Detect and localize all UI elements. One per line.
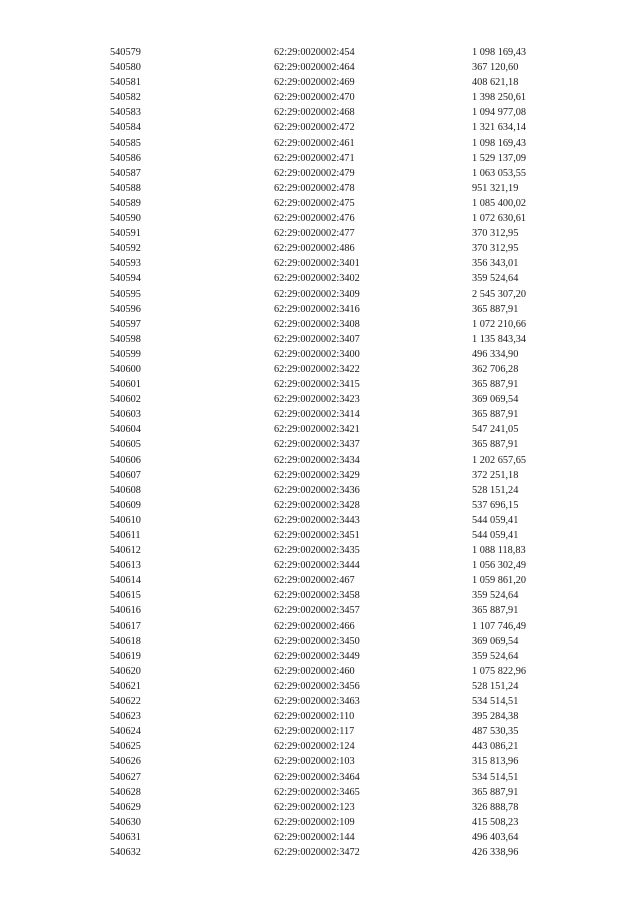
table-row xyxy=(110,302,562,317)
row-number-cell: 540601 xyxy=(110,379,141,391)
table-row xyxy=(110,558,562,573)
cadastral-number-cell: 62:29:0020002:3449 xyxy=(274,650,360,662)
cadastral-number-cell: 62:29:0020002:486 xyxy=(274,243,355,255)
cadastral-value-cell: 315 813,96 xyxy=(472,756,519,768)
cadastral-value-cell: 528 151,24 xyxy=(472,680,519,692)
cadastral-value-cell: 1 072 630,61 xyxy=(472,213,527,225)
cadastral-value-cell: 1 063 053,55 xyxy=(472,167,527,179)
row-number-cell: 540580 xyxy=(110,62,141,74)
table-row xyxy=(110,770,562,785)
row-number-cell: 540624 xyxy=(110,726,141,738)
cadastral-value-cell: 1 075 822,96 xyxy=(472,665,527,677)
row-number-cell: 540599 xyxy=(110,348,141,360)
cadastral-number-cell: 62:29:0020002:469 xyxy=(274,77,355,89)
row-number-cell: 540623 xyxy=(110,711,141,723)
row-number-cell: 540583 xyxy=(110,107,141,119)
table-row xyxy=(110,256,562,271)
table-row xyxy=(110,483,562,498)
row-number-cell: 540620 xyxy=(110,665,141,677)
row-number-cell: 540604 xyxy=(110,424,141,436)
row-number-cell: 540613 xyxy=(110,560,141,572)
cadastral-number-cell: 62:29:0020002:3416 xyxy=(274,303,360,315)
row-number-cell: 540612 xyxy=(110,545,141,557)
cadastral-value-cell: 369 069,54 xyxy=(472,635,519,647)
cadastral-value-cell: 362 706,28 xyxy=(472,363,519,375)
row-number-cell: 540605 xyxy=(110,439,141,451)
cadastral-value-cell: 1 529 137,09 xyxy=(472,152,527,164)
cadastral-number-cell: 62:29:0020002:461 xyxy=(274,137,355,149)
cadastral-number-cell: 62:29:0020002:466 xyxy=(274,620,355,632)
row-number-cell: 540609 xyxy=(110,499,141,511)
cadastral-number-cell: 62:29:0020002:3414 xyxy=(274,409,360,421)
row-number-cell: 540610 xyxy=(110,514,141,526)
cadastral-number-cell: 62:29:0020002:454 xyxy=(274,47,355,58)
cadastral-number-cell: 62:29:0020002:470 xyxy=(274,92,355,104)
row-number-cell: 540603 xyxy=(110,409,141,421)
table-row xyxy=(110,151,562,166)
cadastral-value-table xyxy=(110,45,562,860)
cadastral-number-cell: 62:29:0020002:3456 xyxy=(274,680,360,692)
table-row xyxy=(110,588,562,603)
cadastral-value-cell: 365 887,91 xyxy=(472,786,519,798)
cadastral-value-cell: 496 334,90 xyxy=(472,348,519,360)
cadastral-value-cell: 370 312,95 xyxy=(472,243,519,255)
cadastral-number-cell: 62:29:0020002:464 xyxy=(274,62,355,74)
cadastral-number-cell: 62:29:0020002:3415 xyxy=(274,379,360,391)
row-number-cell: 540590 xyxy=(110,213,141,225)
table-row xyxy=(110,317,562,332)
table-row xyxy=(110,528,562,543)
cadastral-number-cell: 62:29:0020002:109 xyxy=(274,816,355,828)
table-row xyxy=(110,649,562,664)
cadastral-number-cell: 62:29:0020002:479 xyxy=(274,167,355,179)
row-number-cell: 540614 xyxy=(110,575,141,587)
cadastral-number-cell: 62:29:0020002:3435 xyxy=(274,545,360,557)
cadastral-value-cell: 365 887,91 xyxy=(472,303,519,315)
row-number-cell: 540611 xyxy=(110,530,141,541)
table-row xyxy=(110,362,562,377)
row-number-cell: 540627 xyxy=(110,771,141,783)
cadastral-value-cell: 1 072 210,66 xyxy=(472,318,527,330)
cadastral-value-cell: 1 098 169,43 xyxy=(472,137,527,149)
cadastral-number-cell: 62:29:0020002:3457 xyxy=(274,605,360,617)
cadastral-number-cell: 62:29:0020002:103 xyxy=(274,756,355,768)
table-row xyxy=(110,724,562,739)
table-row xyxy=(110,453,562,468)
table-row xyxy=(110,181,562,196)
table-row xyxy=(110,332,562,347)
cadastral-number-cell: 62:29:0020002:124 xyxy=(274,741,355,753)
cadastral-value-cell: 1 098 169,43 xyxy=(472,47,527,58)
cadastral-value-cell: 367 120,60 xyxy=(472,62,519,74)
row-number-cell: 540631 xyxy=(110,831,141,843)
table-row xyxy=(110,211,562,226)
row-number-cell: 540630 xyxy=(110,816,141,828)
cadastral-number-cell: 62:29:0020002:3423 xyxy=(274,394,360,406)
cadastral-value-cell: 365 887,91 xyxy=(472,379,519,391)
table-row xyxy=(110,120,562,135)
cadastral-value-cell: 326 888,78 xyxy=(472,801,519,813)
cadastral-value-cell: 1 059 861,20 xyxy=(472,575,527,587)
table-row xyxy=(110,634,562,649)
cadastral-value-cell: 534 514,51 xyxy=(472,696,519,708)
cadastral-number-cell: 62:29:0020002:3464 xyxy=(274,771,360,783)
row-number-cell: 540586 xyxy=(110,152,141,164)
row-number-cell: 540632 xyxy=(110,846,141,858)
row-number-cell: 540628 xyxy=(110,786,141,798)
cadastral-number-cell: 62:29:0020002:3458 xyxy=(274,590,360,602)
cadastral-number-cell: 62:29:0020002:478 xyxy=(274,182,355,194)
table-row xyxy=(110,619,562,634)
table-row xyxy=(110,136,562,151)
row-number-cell: 540618 xyxy=(110,635,141,647)
cadastral-number-cell: 62:29:0020002:3409 xyxy=(274,288,360,300)
cadastral-number-cell: 62:29:0020002:467 xyxy=(274,575,355,587)
cadastral-number-cell: 62:29:0020002:3402 xyxy=(274,273,360,285)
table-row xyxy=(110,513,562,528)
cadastral-value-cell: 528 151,24 xyxy=(472,484,519,496)
table-row xyxy=(110,498,562,513)
cadastral-number-cell: 62:29:0020002:472 xyxy=(274,122,355,134)
cadastral-number-cell: 62:29:0020002:123 xyxy=(274,801,355,813)
cadastral-number-cell: 62:29:0020002:468 xyxy=(274,107,355,119)
cadastral-number-cell: 62:29:0020002:3465 xyxy=(274,786,360,798)
cadastral-number-cell: 62:29:0020002:117 xyxy=(274,726,355,738)
row-number-cell: 540598 xyxy=(110,333,141,345)
cadastral-number-cell: 62:29:0020002:3428 xyxy=(274,499,360,511)
cadastral-number-cell: 62:29:0020002:3444 xyxy=(274,560,360,572)
cadastral-value-cell: 1 094 977,08 xyxy=(472,107,527,119)
cadastral-number-cell: 62:29:0020002:3463 xyxy=(274,696,360,708)
table-row xyxy=(110,694,562,709)
table-row xyxy=(110,196,562,211)
cadastral-value-cell: 496 403,64 xyxy=(472,831,519,843)
row-number-cell: 540608 xyxy=(110,484,141,496)
cadastral-value-cell: 951 321,19 xyxy=(472,182,519,194)
row-number-cell: 540616 xyxy=(110,605,141,617)
row-number-cell: 540588 xyxy=(110,182,141,194)
cadastral-number-cell: 62:29:0020002:3443 xyxy=(274,514,360,526)
cadastral-value-cell: 534 514,51 xyxy=(472,771,519,783)
cadastral-value-cell: 1 135 843,34 xyxy=(472,333,527,345)
table-row xyxy=(110,664,562,679)
table-row xyxy=(110,573,562,588)
cadastral-value-cell: 443 086,21 xyxy=(472,741,519,753)
cadastral-number-cell: 62:29:0020002:3429 xyxy=(274,469,360,481)
row-number-cell: 540622 xyxy=(110,696,141,708)
cadastral-number-cell: 62:29:0020002:110 xyxy=(274,711,355,723)
row-number-cell: 540615 xyxy=(110,590,141,602)
table-row xyxy=(110,45,562,60)
cadastral-number-cell: 62:29:0020002:460 xyxy=(274,665,355,677)
table-row xyxy=(110,815,562,830)
cadastral-value-cell: 365 887,91 xyxy=(472,605,519,617)
cadastral-value-cell: 365 887,91 xyxy=(472,439,519,451)
row-number-cell: 540625 xyxy=(110,741,141,753)
cadastral-value-cell: 547 241,05 xyxy=(472,424,519,436)
table-row xyxy=(110,407,562,422)
cadastral-value-cell: 544 059,41 xyxy=(472,530,519,541)
cadastral-value-cell: 1 202 657,65 xyxy=(472,454,527,466)
cadastral-value-cell: 408 621,18 xyxy=(472,77,519,89)
table-row xyxy=(110,739,562,754)
cadastral-number-cell: 62:29:0020002:3407 xyxy=(274,333,360,345)
table-row xyxy=(110,830,562,845)
table-row xyxy=(110,422,562,437)
row-number-cell: 540579 xyxy=(110,47,141,58)
cadastral-number-cell: 62:29:0020002:3422 xyxy=(274,363,360,375)
table-row xyxy=(110,377,562,392)
cadastral-number-cell: 62:29:0020002:475 xyxy=(274,197,355,209)
table-row xyxy=(110,543,562,558)
table-row xyxy=(110,241,562,256)
cadastral-number-cell: 62:29:0020002:3421 xyxy=(274,424,360,436)
cadastral-number-cell: 62:29:0020002:3450 xyxy=(274,635,360,647)
cadastral-value-cell: 370 312,95 xyxy=(472,228,519,240)
row-number-cell: 540619 xyxy=(110,650,141,662)
table-row xyxy=(110,437,562,452)
table-row xyxy=(110,845,562,860)
row-number-cell: 540617 xyxy=(110,620,141,632)
cadastral-number-cell: 62:29:0020002:3400 xyxy=(274,348,360,360)
row-number-cell: 540606 xyxy=(110,454,141,466)
row-number-cell: 540591 xyxy=(110,228,141,240)
cadastral-value-cell: 359 524,64 xyxy=(472,590,519,602)
table-row xyxy=(110,287,562,302)
cadastral-number-cell: 62:29:0020002:471 xyxy=(274,152,355,164)
table-row xyxy=(110,785,562,800)
row-number-cell: 540581 xyxy=(110,77,141,89)
cadastral-value-cell: 1 056 302,49 xyxy=(472,560,527,572)
cadastral-value-cell: 2 545 307,20 xyxy=(472,288,527,300)
table-body xyxy=(110,45,562,860)
row-number-cell: 540585 xyxy=(110,137,141,149)
table-row xyxy=(110,226,562,241)
cadastral-value-cell: 415 508,23 xyxy=(472,816,519,828)
row-number-cell: 540595 xyxy=(110,288,141,300)
table-row xyxy=(110,60,562,75)
table-row xyxy=(110,679,562,694)
row-number-cell: 540593 xyxy=(110,258,141,270)
row-number-cell: 540607 xyxy=(110,469,141,481)
cadastral-value-cell: 359 524,64 xyxy=(472,650,519,662)
cadastral-number-cell: 62:29:0020002:3451 xyxy=(274,530,360,541)
cadastral-number-cell: 62:29:0020002:144 xyxy=(274,831,355,843)
cadastral-number-cell: 62:29:0020002:3437 xyxy=(274,439,360,451)
cadastral-value-cell: 1 085 400,02 xyxy=(472,197,527,209)
table-row xyxy=(110,468,562,483)
cadastral-value-cell: 1 088 118,83 xyxy=(472,545,526,557)
table-row xyxy=(110,90,562,105)
row-number-cell: 540626 xyxy=(110,756,141,768)
table-row xyxy=(110,166,562,181)
cadastral-value-cell: 544 059,41 xyxy=(472,514,519,526)
table-row xyxy=(110,271,562,286)
row-number-cell: 540597 xyxy=(110,318,141,330)
table-row xyxy=(110,709,562,724)
cadastral-number-cell: 62:29:0020002:3401 xyxy=(274,258,360,270)
cadastral-value-cell: 372 251,18 xyxy=(472,469,519,481)
cadastral-value-cell: 359 524,64 xyxy=(472,273,519,285)
table-row xyxy=(110,347,562,362)
table-row xyxy=(110,800,562,815)
row-number-cell: 540600 xyxy=(110,363,141,375)
row-number-cell: 540589 xyxy=(110,197,141,209)
row-number-cell: 540629 xyxy=(110,801,141,813)
row-number-cell: 540596 xyxy=(110,303,141,315)
cadastral-number-cell: 62:29:0020002:3472 xyxy=(274,846,360,858)
cadastral-value-cell: 356 343,01 xyxy=(472,258,519,270)
table-row xyxy=(110,75,562,90)
table-row xyxy=(110,754,562,769)
row-number-cell: 540584 xyxy=(110,122,141,134)
row-number-cell: 540592 xyxy=(110,243,141,255)
cadastral-value-cell: 537 696,15 xyxy=(472,499,519,511)
cadastral-value-cell: 1 107 746,49 xyxy=(472,620,527,632)
row-number-cell: 540602 xyxy=(110,394,141,406)
cadastral-value-cell: 369 069,54 xyxy=(472,394,519,406)
cadastral-number-cell: 62:29:0020002:3434 xyxy=(274,454,360,466)
cadastral-value-cell: 1 398 250,61 xyxy=(472,92,527,104)
table-row xyxy=(110,105,562,120)
row-number-cell: 540621 xyxy=(110,680,141,692)
row-number-cell: 540587 xyxy=(110,167,141,179)
cadastral-value-cell: 426 338,96 xyxy=(472,846,519,858)
cadastral-value-cell: 487 530,35 xyxy=(472,726,519,738)
cadastral-value-cell: 395 284,38 xyxy=(472,711,519,723)
cadastral-number-cell: 62:29:0020002:3436 xyxy=(274,484,360,496)
cadastral-number-cell: 62:29:0020002:477 xyxy=(274,228,355,240)
cadastral-value-cell: 365 887,91 xyxy=(472,409,519,421)
cadastral-number-cell: 62:29:0020002:3408 xyxy=(274,318,360,330)
row-number-cell: 540582 xyxy=(110,92,141,104)
table-row xyxy=(110,392,562,407)
row-number-cell: 540594 xyxy=(110,273,141,285)
cadastral-value-cell: 1 321 634,14 xyxy=(472,122,527,134)
cadastral-number-cell: 62:29:0020002:476 xyxy=(274,213,355,225)
table-row xyxy=(110,603,562,618)
